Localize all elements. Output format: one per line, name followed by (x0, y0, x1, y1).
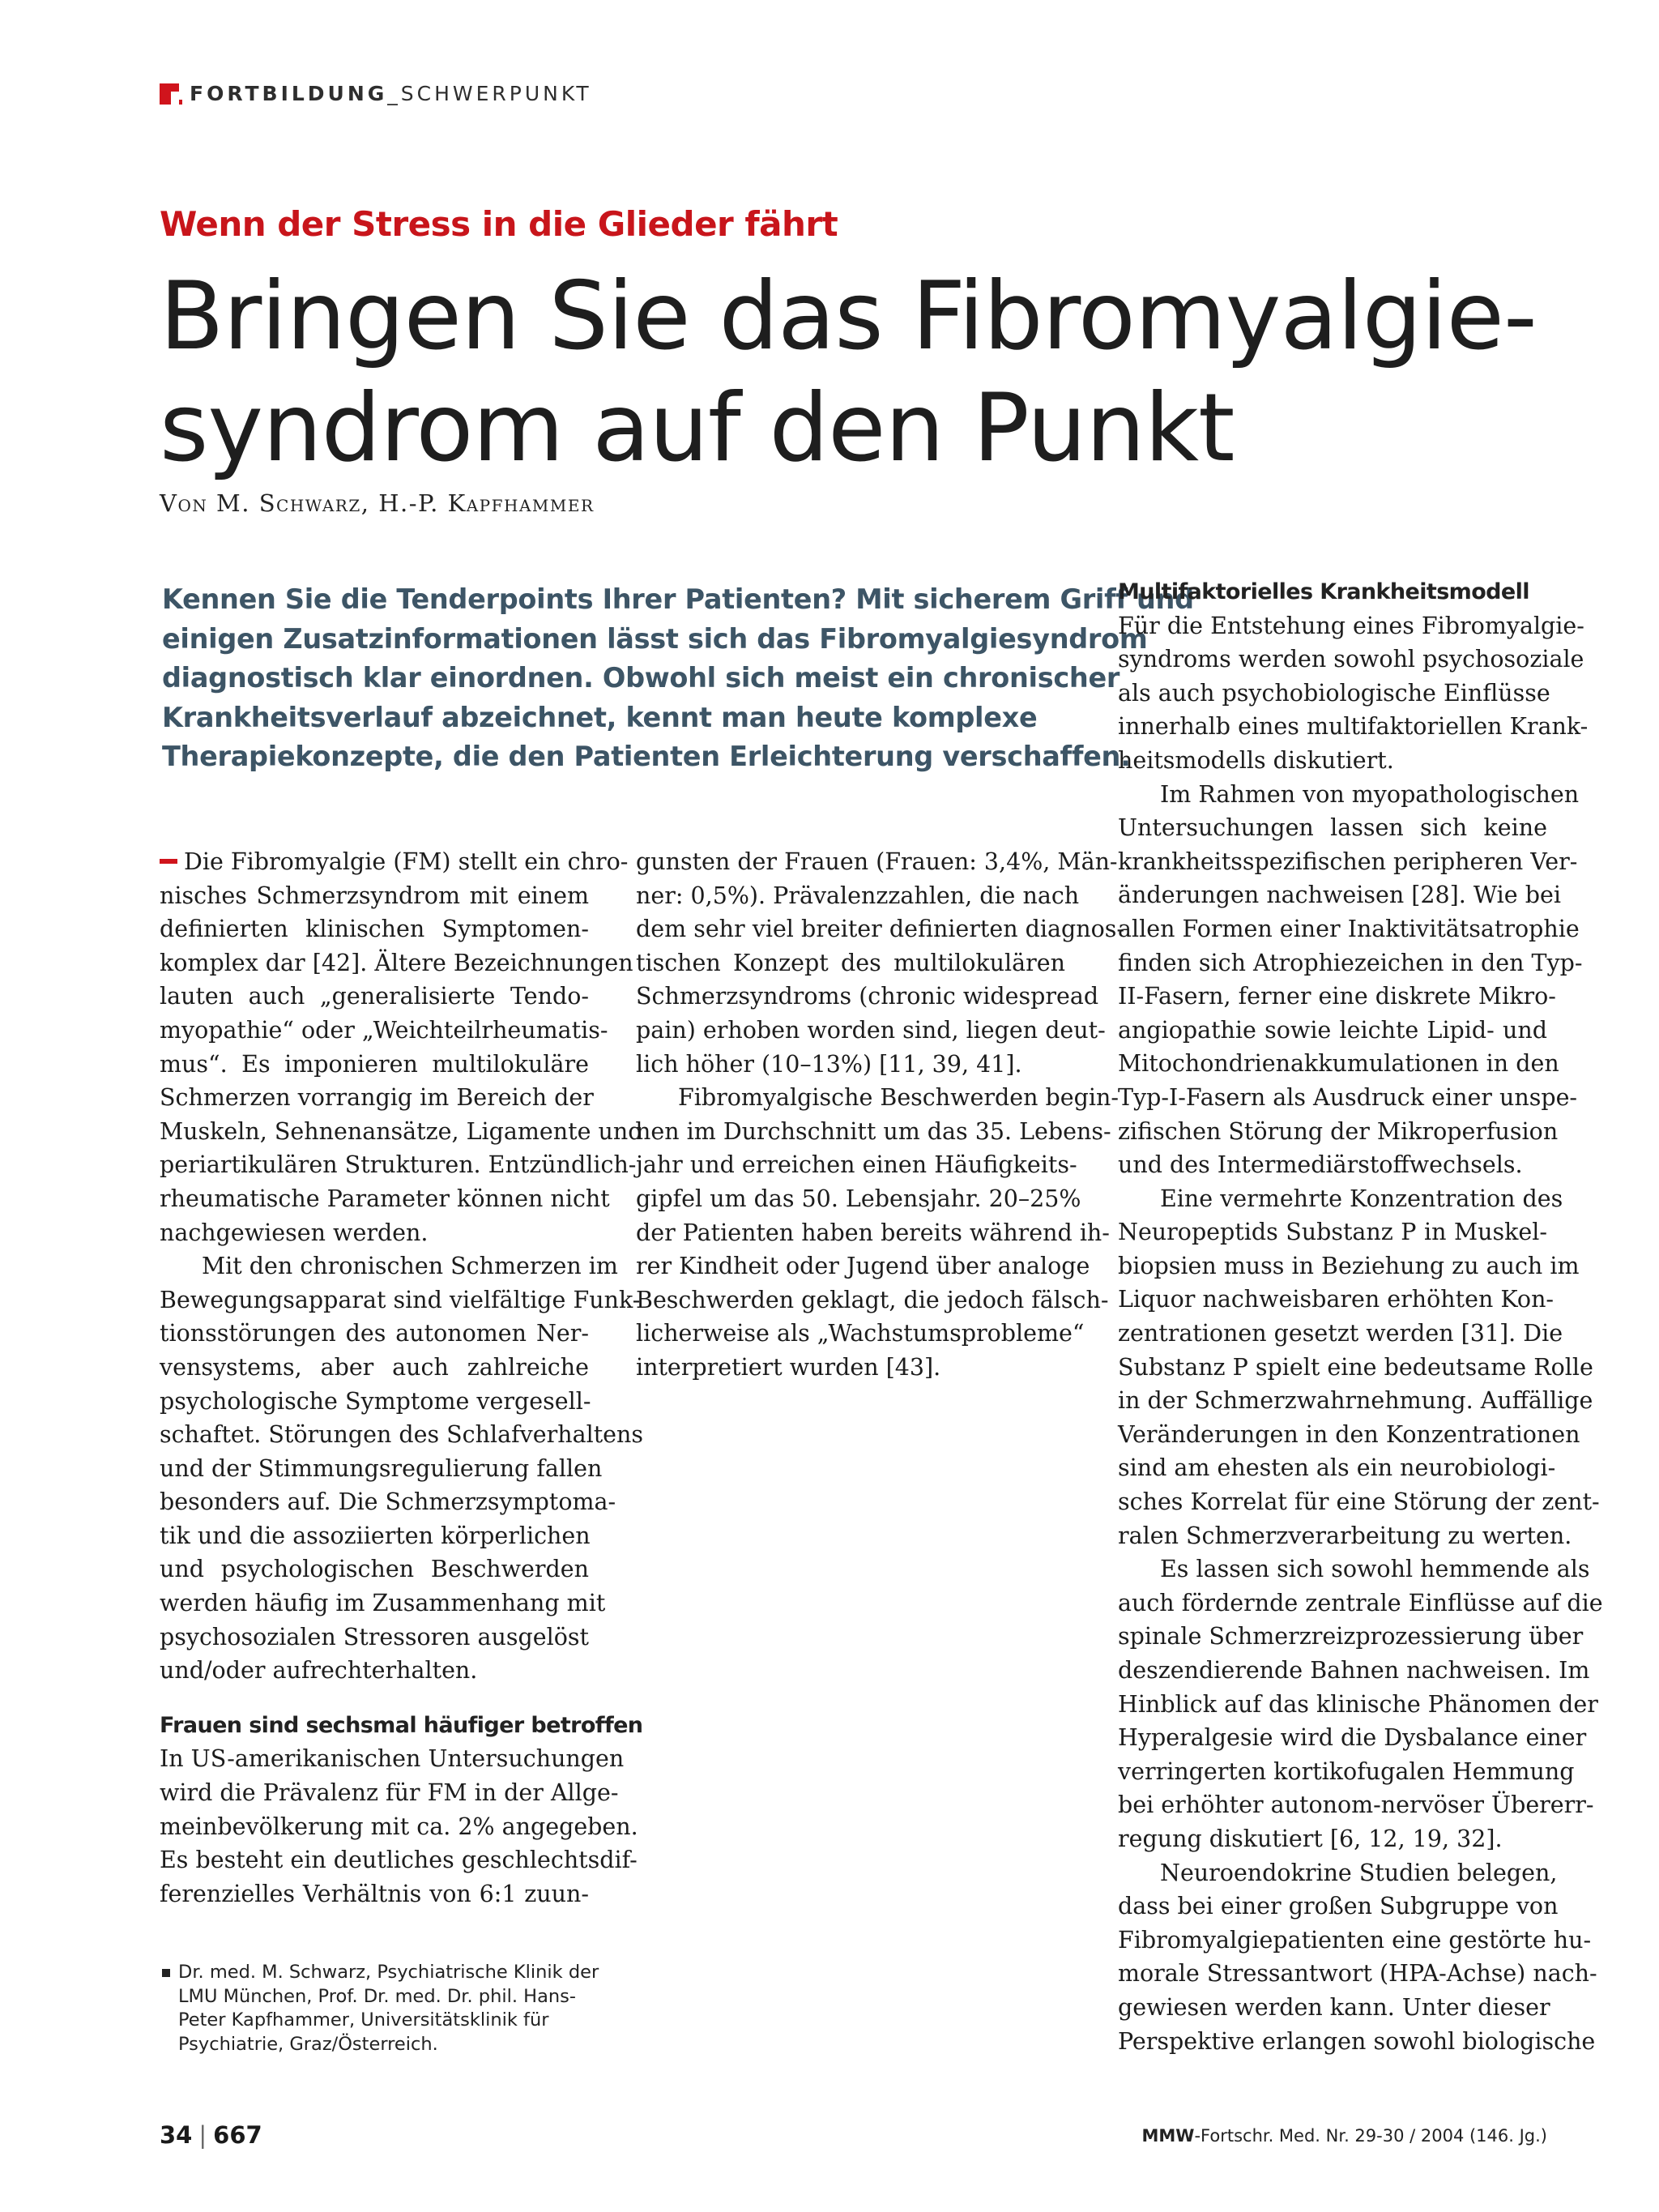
text-line: pain) erhoben worden sind, liegen deut- (636, 1016, 1106, 1044)
text-line: Neuropeptids Substanz P in Muskel- (1118, 1219, 1547, 1246)
footnote-line: LMU München, Prof. Dr. med. Dr. phil. Hans- (178, 1985, 576, 2007)
text-line: nachgewiesen werden. (160, 1219, 429, 1246)
text-line: Hinblick auf das klinische Phänomen der (1118, 1690, 1598, 1718)
text-line: morale Stressantwort (HPA-Achse) nach- (1118, 1960, 1597, 1988)
text-line: nisches Schmerzsyndrom mit einem (160, 882, 589, 909)
text-line: und des Intermediärstoffwechsels. (1118, 1151, 1523, 1179)
text-line: als auch psychobiologische Einflüsse (1118, 679, 1550, 707)
text-line: krankheitsspezifischen peripheren Ver- (1118, 848, 1578, 875)
text-line: In US-amerikanischen Untersuchungen (160, 1745, 625, 1773)
text-line: meinbevölkerung mit ca. 2% angegeben. (160, 1813, 638, 1840)
lead-line: Krankheitsverlauf abzeichnet, kennt man heute komplexe (162, 701, 1038, 733)
title-line: Bringen Sie das Fibromyalgie- (160, 262, 1537, 371)
paragraph-start-marker-icon (160, 859, 177, 864)
text-line: Hyperalgesie wird die Dysbalance einer (1118, 1724, 1587, 1752)
paragraph (636, 1081, 1119, 1384)
paragraph (1118, 609, 1589, 778)
text-line: Neuroendokrine Studien belegen, (1160, 1859, 1558, 1886)
text-line: angiopathie sowie leichte Lipid- und (1118, 1016, 1547, 1044)
text-line: regung diskutiert [6, 12, 19, 32]. (1118, 1825, 1503, 1852)
page-number-separator: | (198, 2121, 207, 2149)
text-line: interpretiert wurden [43]. (636, 1353, 941, 1381)
text-line: verringerten kortikofugalen Hemmung (1118, 1757, 1575, 1785)
text-line: innerhalb eines multifaktoriellen Krank- (1118, 713, 1589, 741)
text-line: zentrationen gesetzt werden [31]. Die (1118, 1320, 1563, 1347)
text-line: schaftet. Störungen des Schlafverhaltens (160, 1421, 644, 1449)
text-line: jahr und erreichen einen Häufigkeits- (636, 1151, 1077, 1179)
text-line: vensystems, aber auch zahlreiche (160, 1353, 589, 1381)
paragraph (1118, 778, 1583, 1182)
text-line: Schmerzen vorrangig im Bereich der (160, 1084, 594, 1112)
text-line: finden sich Atrophiezeichen in den Typ- (1118, 949, 1583, 976)
text-line: gewiesen werden kann. Unter dieser (1118, 1993, 1550, 2021)
journal-issue: -Fortschr. Med. Nr. 29-30 / 2004 (146. Jg.) (1194, 2126, 1547, 2146)
text-line: Muskeln, Sehnenansätze, Ligamente und (160, 1117, 643, 1145)
text-line: und/oder aufrechterhalten. (160, 1657, 478, 1685)
paragraph (160, 1249, 644, 1688)
text-line: myopathie“ oder „Weichteilrheumatis- (160, 1016, 608, 1044)
text-line: und der Stimmungsregulierung fallen (160, 1454, 603, 1482)
page-number-left: 34 (160, 2121, 193, 2149)
text-line: Im Rahmen von myopathologischen (1160, 780, 1580, 808)
body-column-1 (160, 845, 644, 1911)
text-line: Typ-I-Fasern als Ausdruck einer unspe- (1118, 1083, 1578, 1111)
footnote-line: Psychiatrie, Graz/Österreich. (178, 2033, 438, 2055)
text-line: heitsmodells diskutiert. (1118, 746, 1394, 774)
text-line: psychologische Symptome vergesell- (160, 1387, 591, 1415)
paragraph (1118, 1182, 1600, 1553)
spacer (160, 1688, 589, 1709)
section-label-rest: _SCHWERPUNKT (387, 82, 592, 105)
page-number (160, 2121, 262, 2149)
text-line: biopsien muss in Beziehung zu auch im (1118, 1252, 1580, 1279)
text-line: allen Formen einer Inaktivitätsatrophie (1118, 915, 1580, 942)
text-line: dass bei einer großen Subgruppe von (1118, 1893, 1559, 1920)
journal-citation (1141, 2126, 1547, 2146)
article-lead (162, 580, 1194, 777)
author-footnote (162, 1961, 599, 2056)
section-subhead: Multifaktorielles Krankheitsmodell (1118, 579, 1529, 604)
lead-line: Therapiekonzepte, die den Patienten Erleichterung verschaffen. (162, 741, 1131, 772)
text-line: Es besteht ein deutliches geschlechtsdif- (160, 1847, 638, 1874)
text-line: werden häufig im Zusammenhang mit (160, 1590, 606, 1617)
text-line: zifischen Störung der Mikroperfusion (1118, 1117, 1559, 1145)
text-line: Fibromyalgische Beschwerden begin- (678, 1084, 1119, 1112)
text-line: Bewegungsapparat sind vielfältige Funk- (160, 1286, 641, 1313)
text-line: Substanz P spielt eine bedeutsame Rolle (1118, 1353, 1593, 1381)
text-line: gunsten der Frauen (Frauen: 3,4%, Män- (636, 848, 1118, 875)
text-line: und psychologischen Beschwerden (160, 1556, 589, 1583)
text-line: gipfel um das 50. Lebensjahr. 20–25% (636, 1185, 1081, 1212)
paragraph (1118, 1552, 1603, 1855)
text-line: psychosozialen Stressoren ausgelöst (160, 1623, 589, 1650)
text-line: auch fördernde zentrale Einflüsse auf die (1118, 1589, 1603, 1616)
text-line: Eine vermehrte Konzentration des (1160, 1185, 1563, 1212)
text-line: Mitochondrienakkumulationen in den (1118, 1050, 1559, 1078)
text-line: der Patienten haben bereits während ih- (636, 1219, 1110, 1246)
text-line (160, 845, 629, 879)
section-label-strong: FORTBILDUNG (190, 82, 388, 105)
paragraph (160, 845, 643, 1249)
page-number-right: 667 (213, 2121, 262, 2149)
text-line: tionsstörungen des autonomen Ner- (160, 1320, 589, 1347)
journal-brand: MMW (1141, 2126, 1195, 2146)
text-line: definierten klinischen Symptomen- (160, 916, 589, 943)
paragraph (1118, 1856, 1597, 2059)
article-byline: Von M. Schwarz, H.-P. Kapfhammer (160, 489, 595, 517)
text-line: II-Fasern, ferner eine diskrete Mikro- (1118, 983, 1556, 1010)
body-column-3 (1118, 575, 1603, 2058)
text-line: lich höher (10–13%) [11, 39, 41]. (636, 1050, 1022, 1078)
title-line: syndrom auf den Punkt (160, 374, 1235, 483)
article-title (160, 261, 1537, 485)
text-line: Veränderungen in den Konzentrationen (1118, 1420, 1580, 1448)
article-kicker: Wenn der Stress in die Glieder fährt (160, 204, 838, 244)
text-line: Untersuchungen lassen sich keine (1118, 814, 1547, 842)
paragraph (636, 845, 1125, 1081)
text-line: Für die Entstehung eines Fibromyalgie- (1118, 612, 1584, 639)
text-line: Fibromyalgiepatienten eine gestörte hu- (1118, 1926, 1592, 1954)
text-line: syndroms werden sowohl psychosoziale (1118, 646, 1584, 673)
lead-line: diagnostisch klar einordnen. Obwohl sich meist ein chronischer (162, 662, 1120, 694)
text-line: sind am ehesten als ein neurobiologi- (1118, 1454, 1556, 1482)
lead-line: Kennen Sie die Tenderpoints Ihrer Patienten? Mit sicherem Griff und (162, 583, 1194, 615)
text-line: Liquor nachweisbaren erhöhten Kon- (1118, 1286, 1555, 1313)
text-line: mus“. Es imponieren multilokuläre (160, 1050, 589, 1078)
text-line: Perspektive erlangen sowohl biologische (1118, 2027, 1596, 2055)
text-line: licherweise als „Wachstumsprobleme“ (636, 1320, 1085, 1347)
text-line: tik und die assoziierten körperlichen (160, 1522, 591, 1549)
text-line: komplex dar [42]. Ältere Bezeichnungen (160, 949, 633, 976)
text-line: ner: 0,5%). Prävalenzzahlen, die nach (636, 882, 1080, 909)
text-line: Schmerzsyndroms (chronic widespread (636, 983, 1099, 1010)
section-subhead: Frauen sind sechsmal häufiger betroffen (160, 1712, 643, 1738)
text-line-content: Die Fibromyalgie (FM) stellt ein chro- (184, 848, 629, 875)
footnote-bullet-icon (162, 1969, 170, 1977)
text-line: tischen Konzept des multilokulären (636, 949, 1065, 976)
text-line: rer Kindheit oder Jugend über analoge (636, 1253, 1090, 1280)
text-line: sches Korrelat für eine Störung der zent- (1118, 1488, 1600, 1516)
paragraph (160, 1742, 638, 1911)
section-marker-icon (160, 83, 179, 105)
text-line: wird die Prävalenz für FM in der Allge- (160, 1779, 619, 1807)
text-line: Beschwerden geklagt, die jedoch fälsch- (636, 1286, 1109, 1313)
text-line: Es lassen sich sowohl hemmende als (1160, 1556, 1590, 1583)
section-label (190, 79, 592, 109)
text-line: Mit den chronischen Schmerzen im (202, 1253, 618, 1280)
text-line: deszendierende Bahnen nachweisen. Im (1118, 1657, 1590, 1684)
text-line: nen im Durchschnitt um das 35. Lebens- (636, 1117, 1111, 1145)
text-line: besonders auf. Die Schmerzsymptoma- (160, 1488, 616, 1516)
text-line: periartikulären Strukturen. Entzündlich- (160, 1151, 637, 1179)
text-line: dem sehr viel breiter definierten diagnos- (636, 916, 1125, 943)
text-line: ralen Schmerzverarbeitung zu werten. (1118, 1522, 1572, 1549)
lead-line: einigen Zusatzinformationen lässt sich das Fibromyalgiesyndrom (162, 622, 1148, 655)
text-line: ferenzielles Verhältnis von 6:1 zuun- (160, 1880, 589, 1907)
footnote-line: Peter Kapfhammer, Universitätsklinik für (178, 2009, 549, 2031)
text-line: bei erhöhter autonom-nervöser Übererr- (1118, 1791, 1594, 1819)
text-line: änderungen nachweisen [28]. Wie bei (1118, 882, 1561, 909)
text-line: spinale Schmerzreizprozessierung über (1118, 1623, 1584, 1650)
body-column-2 (636, 845, 1125, 1385)
footnote-line: Dr. med. M. Schwarz, Psychiatrische Klinik der (178, 1962, 599, 1983)
text-line: lauten auch „generalisierte Tendo- (160, 983, 589, 1010)
text-line: rheumatische Parameter können nicht (160, 1185, 610, 1212)
text-line: in der Schmerzwahrnehmung. Auffällige (1118, 1387, 1593, 1415)
